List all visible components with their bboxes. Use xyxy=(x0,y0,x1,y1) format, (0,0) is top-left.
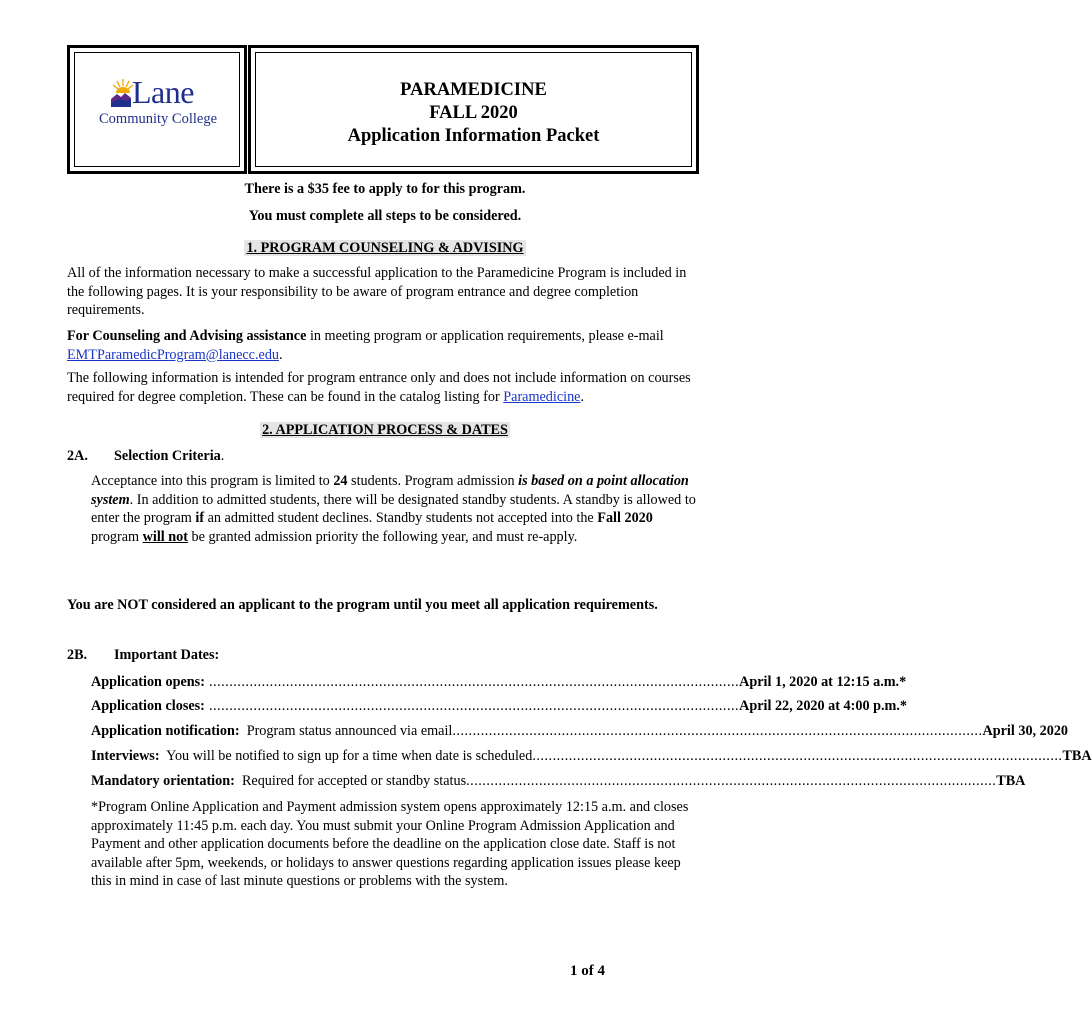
section1-heading: 1. PROGRAM COUNSELING & ADVISING xyxy=(246,240,524,256)
dot-leader: ................................................................................................................................... xyxy=(466,773,997,789)
date-label: Interviews: xyxy=(91,748,160,764)
date-desc: You will be notified to sign up for a time when date is scheduled xyxy=(159,748,533,764)
date-value: April 30, 2020 xyxy=(982,723,1069,739)
selection-criteria-title: Selection Criteria xyxy=(114,448,221,464)
section1-paragraph2 xyxy=(67,327,702,364)
dot-leader: ................................................................................................................................... xyxy=(532,748,1063,764)
date-label: Application notification: xyxy=(91,723,240,739)
student-limit: 24 xyxy=(333,473,348,489)
fee-notice: There is a $35 fee to apply to for this program. xyxy=(244,181,526,197)
section1-heading-wrap xyxy=(0,239,770,258)
period: . xyxy=(220,448,225,464)
catalog-text: The following information is intended for program entrance only and does not include information on courses required for degree completion. These can be found in the catalog listing for xyxy=(67,370,691,405)
term-title: FALL 2020 xyxy=(429,103,518,123)
text: . In addition to admitted students, there will be designated standby students. A standby is allowed to enter the program xyxy=(91,491,696,526)
logo-box xyxy=(67,45,247,174)
dot-leader: ................................................................................................................................... xyxy=(204,698,740,714)
if-emphasis: if xyxy=(195,510,205,526)
dot-leader: ................................................................................................................................... xyxy=(452,723,983,739)
date-desc: Required for accepted or standby status xyxy=(234,773,467,789)
section1-paragraph3 xyxy=(67,369,702,406)
section2-heading-wrap xyxy=(0,421,770,440)
section1-paragraph1: All of the information necessary to make a successful application to the Paramedicine Program is included in the following pages. It is your responsibility to be aware of program entrance and degree completion requirements. xyxy=(67,265,687,318)
dot-leader: ................................................................................................................................... xyxy=(204,674,740,690)
logo-name: Lane xyxy=(132,74,194,110)
text: an admitted student declines. Standby students not accepted into the xyxy=(204,510,598,526)
lane-logo-icon xyxy=(97,77,137,111)
counseling-text: in meeting program or application requirements, please e-mail xyxy=(306,328,664,344)
packet-title: Application Information Packet xyxy=(347,126,600,146)
date-value: April 22, 2020 at 4:00 p.m.* xyxy=(739,698,907,714)
text: program xyxy=(91,528,143,545)
subsection-2b-title: Important Dates: xyxy=(114,647,220,663)
date-label: Mandatory orientation: xyxy=(91,773,235,789)
date-label: Application opens: xyxy=(91,674,205,690)
title-box xyxy=(248,45,699,174)
text: Acceptance into this program is limited to xyxy=(91,473,334,489)
email-link[interactable]: EMTParamedicProgram@lanecc.edu xyxy=(67,346,280,363)
date-row-application-opens xyxy=(91,673,907,692)
period: . xyxy=(279,346,283,363)
page-number: 1 of 4 xyxy=(570,963,605,979)
section2-heading: 2. APPLICATION PROCESS & DATES xyxy=(262,422,508,438)
date-row-mandatory-orientation xyxy=(91,772,1026,791)
period: . xyxy=(580,388,585,405)
text: students. Program admission xyxy=(347,473,519,489)
selection-criteria-paragraph xyxy=(91,472,702,546)
subsection-2b-number: 2B. xyxy=(67,647,88,663)
will-not-emphasis: will not xyxy=(142,528,188,545)
date-label: Application closes: xyxy=(91,698,205,714)
subsection-2a-number: 2A. xyxy=(67,448,88,464)
subsection-2a-title xyxy=(114,447,224,466)
dates-footnote: *Program Online Application and Payment admission system opens approximately 12:15 a.m. and closes approximately 11:45 p.m. each day. You must submit your Online Program Admission Application and Payment and other application documents before the deadline on the application close date. Staff is not available after 5pm, weekends, or holidays to answer questions regarding application issues please keep this in mind in case of last minute questions or problems with the system. xyxy=(91,799,689,889)
logo-subtitle: Community College xyxy=(99,111,218,127)
program-title: PARAMEDICINE xyxy=(400,80,547,100)
point-system-emphasis: is based on a point allocation system xyxy=(91,473,689,508)
date-value: TBA xyxy=(1062,748,1092,764)
applicant-notice: You are NOT considered an applicant to the program until you meet all application requirements. xyxy=(67,597,658,613)
term-emphasis: Fall 2020 xyxy=(597,510,653,526)
date-value: TBA xyxy=(996,773,1026,789)
date-desc: Program status announced via email xyxy=(239,723,453,739)
date-row-application-notification xyxy=(91,722,1069,741)
date-row-application-closes xyxy=(91,697,907,716)
counseling-label: For Counseling and Advising assistance xyxy=(67,328,307,344)
logo-box-inner xyxy=(74,52,240,167)
date-row-interviews xyxy=(91,747,1092,766)
text: be granted admission priority the following year, and must re-apply. xyxy=(187,528,578,545)
title-box-inner xyxy=(255,52,692,167)
date-value: April 1, 2020 at 12:15 a.m.* xyxy=(739,674,907,690)
steps-notice: You must complete all steps to be considered. xyxy=(248,208,522,224)
paramedicine-catalog-link[interactable]: Paramedicine xyxy=(503,388,581,405)
